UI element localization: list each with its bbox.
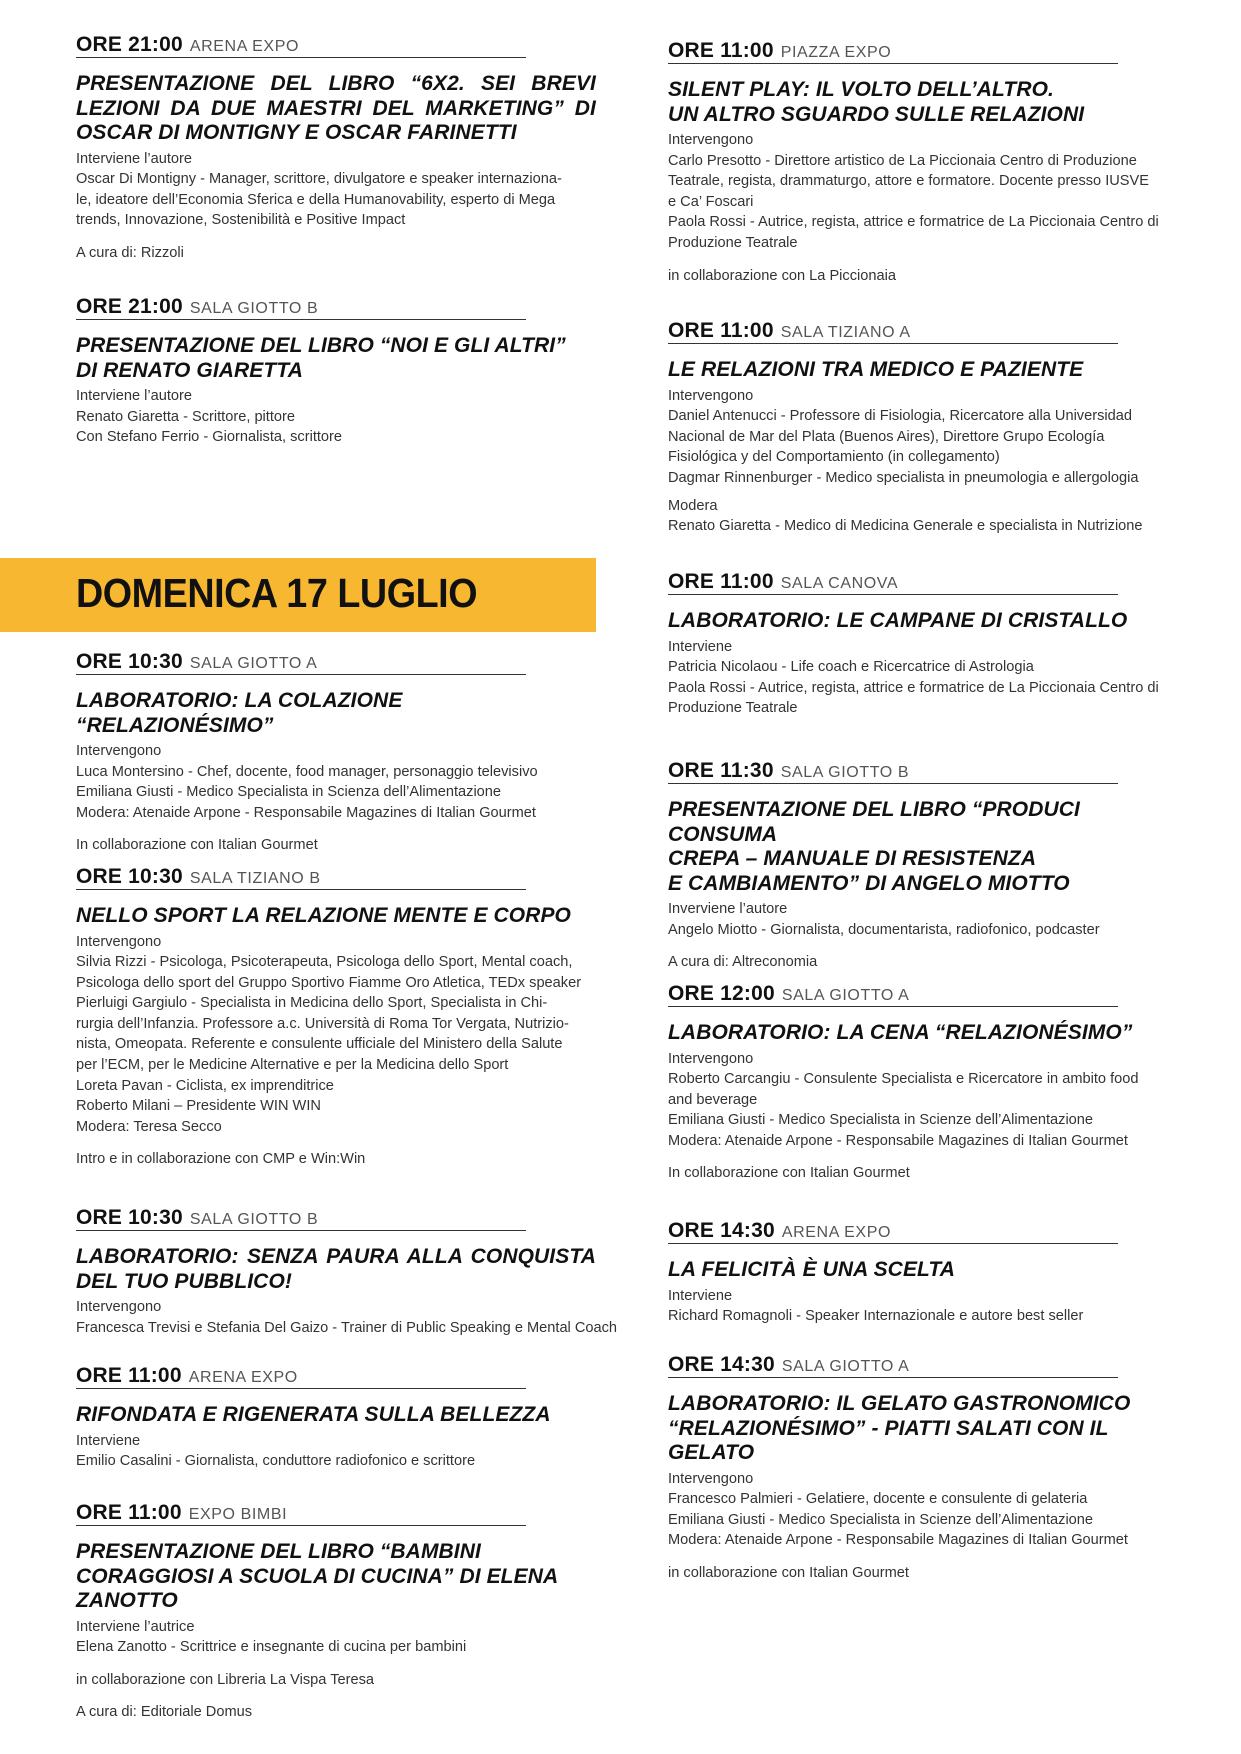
event-detail-line: Modera: Teresa Secco [76, 1118, 222, 1135]
event-detail-line: Emiliana Giusti - Medico Specialista in Scienza dell’Alimentazione [76, 784, 502, 801]
event-item [668, 760, 1193, 972]
event-header [76, 296, 526, 320]
event-detail-line: Intervengono [668, 132, 754, 148]
event-detail-line: Interviene [668, 638, 733, 655]
event-detail-line: Pierluigi Gargiulo - Specialista in Medicina dello Sport, Specialista in Chi- [76, 995, 548, 1012]
event-detail-line: le, ideatore dell’Economia Sferica e della Humanovability, esperto di Mega [76, 191, 556, 208]
event-item [668, 40, 1193, 286]
event-detail-line: Produzione Teatrale [668, 234, 798, 251]
event-time: ORE 10:30 [76, 1206, 183, 1229]
event-note: A cura di: Altreconomia [668, 954, 818, 971]
event-detail-line: Nacional de Mar del Plata (Buenos Aires), Direttore Grupo Ecología [668, 428, 1105, 445]
event-title-line: PRESENTAZIONE DEL LIBRO “NOI E GLI ALTRI” [76, 334, 566, 357]
event-header [668, 40, 1118, 64]
event-venue: SALA TIZIANO A [780, 324, 911, 341]
event-detail-line: Loreta Pavan - Ciclista, ex imprenditrice [76, 1077, 334, 1094]
event-detail-line: Intervengono [76, 743, 162, 759]
event-detail-line: Modera: Atenaide Arpone - Responsabile Magazines di Italian Gourmet [668, 1132, 1128, 1149]
event-title-line: DEL TUO PUBBLICO! [76, 1269, 292, 1293]
event-header [668, 983, 1118, 1007]
event-venue: ARENA EXPO [189, 38, 300, 55]
event-item [76, 1502, 596, 1722]
event-time: ORE 14:30 [668, 1219, 775, 1242]
event-detail-line: Teatrale, regista, drammaturgo, attore e formatore. Docente presso IUSVE [668, 173, 1150, 190]
event-title-line: CORAGGIOSI A SCUOLA DI CUCINA” DI ELENA ZANOTTO [76, 1564, 558, 1612]
event-venue: ARENA EXPO [188, 1369, 298, 1386]
event-title-line: PRESENTAZIONE DEL LIBRO “6X2. SEI BREVI [76, 72, 596, 95]
event-venue: SALA GIOTTO B [189, 1211, 319, 1228]
event-detail-line: Emilio Casalini - Giornalista, conduttore radiofonico e scrittore [76, 1453, 476, 1470]
event-title [668, 78, 1193, 127]
event-title-line: DI RENATO GIARETTA [76, 358, 303, 382]
event-item [668, 1220, 1193, 1327]
event-detail-line: Intervengono [668, 387, 754, 404]
event-detail-line: Interviene l’autore [76, 388, 193, 404]
event-detail-line: Renato Giaretta - Scrittore, pittore [76, 408, 295, 425]
event-title-line: LABORATORIO: LA COLAZIONE “RELAZIONÉSIMO” [76, 689, 403, 737]
event-detail-line: Emiliana Giusti - Medico Specialista in Scienze dell’Alimentazione [668, 1112, 1094, 1129]
event-detail-line: Roberto Milani – Presidente WIN WIN [76, 1098, 321, 1115]
event-detail-line: Intervengono [76, 933, 162, 950]
event-header [76, 866, 526, 890]
event-detail-line: Dagmar Rinnenburger - Medico specialista in pneumologia e allergologia [668, 469, 1139, 486]
event-item [76, 34, 596, 263]
event-header [668, 320, 1118, 344]
event-venue: SALA TIZIANO B [189, 870, 321, 887]
event-title-line: LEZIONI DA DUE MAESTRI DEL MARKETING” DI [76, 96, 596, 120]
event-item [668, 983, 1193, 1183]
event-title-line: LA FELICITÀ È UNA SCELTA [668, 1258, 956, 1281]
event-time: ORE 21:00 [76, 295, 183, 318]
event-detail-line: Carlo Presotto - Direttore artistico de La Piccionaia Centro di Produzione [668, 152, 1137, 169]
event-time: ORE 11:00 [668, 39, 774, 62]
event-note: In collaborazione con Italian Gourmet [76, 837, 318, 854]
event-note: A cura di: Editoriale Domus [76, 1703, 253, 1720]
event-title-line: LABORATORIO: LA CENA “RELAZIONÉSIMO” [668, 1021, 1133, 1044]
event-detail-line: Interviene l’autore [76, 150, 193, 167]
event-note: in collaborazione con Libreria La Vispa Teresa [76, 1671, 375, 1688]
event-note: in collaborazione con La Piccionaia [668, 267, 896, 284]
event-details [668, 1286, 1193, 1327]
event-item [76, 651, 596, 855]
event-details [76, 932, 596, 1138]
event-venue: SALA GIOTTO B [189, 300, 319, 317]
event-title-line: LABORATORIO: LE CAMPANE DI CRISTALLO [668, 609, 1128, 632]
event-title-line: “RELAZIONÉSIMO” - PIATTI SALATI CON IL GELATO [668, 1416, 1109, 1464]
event-detail-line: Psicologa dello sport del Gruppo Sportivo Fiamme Oro Atletica, TEDx speaker [76, 974, 582, 991]
event-header [76, 1207, 526, 1231]
event-title [76, 1403, 596, 1428]
event-detail-line: Modera: Atenaide Arpone - Responsabile Magazines di Italian Gourmet [76, 804, 536, 821]
event-detail-line: Intervengono [76, 1299, 162, 1315]
event-title-line: LE RELAZIONI TRA MEDICO E PAZIENTE [668, 358, 1084, 381]
event-title-line: RIFONDATA E RIGENERATA SULLA BELLEZZA [76, 1403, 551, 1426]
event-title [668, 798, 1193, 896]
event-detail-line: Paola Rossi - Autrice, regista, attrice e formatrice de La Piccionaia Centro di [668, 214, 1159, 231]
event-header [76, 651, 526, 675]
event-detail-line: Modera: Atenaide Arpone - Responsabile Magazines di Italian Gourmet [668, 1532, 1128, 1549]
event-detail-line: Interviene l’autrice [76, 1618, 195, 1635]
event-detail-line: Silvia Rizzi - Psicologa, Psicoterapeuta, Psicologa dello Sport, Mental coach, [76, 954, 573, 971]
event-header [76, 1502, 526, 1526]
event-note: Modera [668, 498, 718, 515]
event-detail-line: Fisiológica y del Comportamiento (in collegamento) [668, 449, 1000, 466]
event-note: in collaborazione con Italian Gourmet [668, 1564, 909, 1581]
event-venue: ARENA EXPO [781, 1224, 892, 1241]
event-title [76, 334, 596, 383]
event-detail-line: Intervengono [668, 1050, 754, 1067]
event-time: ORE 21:00 [76, 33, 183, 56]
event-details [76, 741, 596, 823]
event-header [668, 1220, 1118, 1244]
event-detail-line: Francesca Trevisi e Stefania Del Gaizo - Trainer di Public Speaking e Mental Coach [76, 1319, 618, 1336]
event-time: ORE 10:30 [76, 865, 183, 888]
event-venue: SALA GIOTTO A [781, 1358, 910, 1375]
event-details [76, 149, 596, 231]
event-details [76, 1617, 596, 1658]
event-time: ORE 10:30 [76, 650, 183, 673]
event-title-line: LABORATORIO: IL GELATO GASTRONOMICO [668, 1392, 1131, 1415]
event-item [668, 571, 1193, 719]
event-item [668, 320, 1193, 537]
event-detail-line: Interviene [76, 1432, 141, 1449]
event-detail-line: trends, Innovazione, Sostenibilità e Positive Impact [76, 212, 406, 229]
event-title [668, 1258, 1193, 1283]
event-details [76, 1297, 618, 1338]
event-detail-line: per l’ECM, per le Medicine Alternative e per la Medicina dello Sport [76, 1057, 509, 1074]
event-time: ORE 11:30 [668, 759, 774, 782]
event-details [76, 386, 596, 448]
event-detail-line: Emiliana Giusti - Medico Specialista in Scienze dell’Alimentazione [668, 1511, 1094, 1528]
event-venue: SALA GIOTTO A [189, 655, 318, 672]
event-details [668, 637, 1193, 719]
event-venue: EXPO BIMBI [188, 1506, 288, 1523]
event-item [76, 1206, 618, 1338]
event-details [668, 1469, 1193, 1551]
event-title [668, 1021, 1193, 1046]
event-note: Intro e in collaborazione con CMP e Win:Win [76, 1151, 366, 1168]
event-time: ORE 14:30 [668, 1353, 775, 1376]
event-venue: SALA GIOTTO B [780, 764, 910, 781]
event-header [668, 1354, 1118, 1378]
event-title-line: OSCAR DI MONTIGNY E OSCAR FARINETTI [76, 121, 517, 144]
event-title-line: LABORATORIO: SENZA PAURA ALLA CONQUISTA [76, 1245, 596, 1268]
event-detail-line: nista, Omeopata. Referente e consulente ufficiale del Ministero della Salute [76, 1036, 563, 1053]
event-title [76, 72, 596, 146]
event-detail-line: Roberto Carcangiu - Consulente Specialista e Ricercatore in ambito food [668, 1071, 1139, 1088]
event-detail-line: Produzione Teatrale [668, 700, 798, 717]
event-title-line: PRESENTAZIONE DEL LIBRO “BAMBINI [76, 1540, 481, 1563]
event-time: ORE 12:00 [668, 982, 775, 1005]
event-detail-line: e Ca’ Foscari [668, 193, 754, 210]
event-details [668, 386, 1193, 489]
event-title [76, 904, 596, 929]
event-detail-line: Daniel Antenucci - Professore di Fisiologia, Ricercatore alla Universidad [668, 408, 1132, 425]
event-title [76, 1245, 596, 1294]
event-details [668, 130, 1193, 254]
event-header [76, 1365, 526, 1389]
event-details [668, 899, 1193, 940]
event-detail-line: rurgia dell’Infanzia. Professore a.c. Università di Roma Tor Vergata, Nutrizio- [76, 1015, 569, 1032]
event-details [76, 1431, 596, 1472]
event-title-line: CREPA – MANUALE DI RESISTENZA [668, 847, 1037, 870]
event-detail-line: Interviene [668, 1287, 733, 1304]
event-title-line: SILENT PLAY: IL VOLTO DELL’ALTRO. [668, 78, 1054, 101]
event-detail-line: Inverviene l’autore [668, 901, 788, 917]
event-detail-line: Patricia Nicolaou - Life coach e Ricercatrice di Astrologia [668, 659, 1034, 676]
event-detail-line: Intervengono [668, 1470, 754, 1487]
event-title-line: PRESENTAZIONE DEL LIBRO “PRODUCI CONSUMA [668, 798, 1080, 846]
event-header [668, 760, 1118, 784]
event-detail-line: Richard Romagnoli - Speaker Internazionale e autore best seller [668, 1308, 1084, 1325]
day-banner-title: DOMENICA 17 LUGLIO [76, 570, 478, 616]
event-item [76, 866, 596, 1169]
event-time: ORE 11:00 [668, 319, 774, 342]
event-detail-line: Oscar Di Montigny - Manager, scrittore, divulgatore e speaker internaziona- [76, 171, 562, 188]
event-item [76, 1365, 596, 1472]
event-detail-line: Con Stefano Ferrio - Giornalista, scrittore [76, 429, 343, 446]
event-header [668, 571, 1118, 595]
event-header [76, 34, 526, 58]
event-venue: SALA CANOVA [780, 575, 899, 592]
event-note-line: Renato Giaretta - Medico di Medicina Generale e specialista in Nutrizione [668, 518, 1143, 535]
event-item [668, 1354, 1193, 1583]
event-title-line: NELLO SPORT LA RELAZIONE MENTE E CORPO [76, 904, 571, 927]
event-title-line: E CAMBIAMENTO” DI ANGELO MIOTTO [668, 871, 1070, 895]
event-details [668, 1049, 1193, 1152]
event-detail-line: Luca Montersino - Chef, docente, food manager, personaggio televisivo [76, 763, 538, 780]
event-item [76, 296, 596, 448]
event-venue: PIAZZA EXPO [780, 44, 892, 61]
event-time: ORE 11:00 [76, 1501, 182, 1524]
event-detail-line: Angelo Miotto - Giornalista, documentarista, radiofonico, podcaster [668, 921, 1100, 938]
event-title [76, 1540, 596, 1614]
event-time: ORE 11:00 [668, 570, 774, 593]
event-detail-line: and beverage [668, 1091, 758, 1108]
event-detail-line: Elena Zanotto - Scrittrice e insegnante di cucina per bambini [76, 1639, 467, 1656]
event-title-line: UN ALTRO SGUARDO SULLE RELAZIONI [668, 102, 1085, 126]
event-title [668, 358, 1193, 383]
event-time: ORE 11:00 [76, 1364, 182, 1387]
event-venue: SALA GIOTTO A [781, 987, 910, 1004]
event-title [668, 609, 1193, 634]
event-title [76, 689, 596, 738]
event-note: A cura di: Rizzoli [76, 244, 184, 261]
event-detail-line: Francesco Palmieri - Gelatiere, docente e consulente di gelateria [668, 1491, 1088, 1508]
event-note: In collaborazione con Italian Gourmet [668, 1165, 910, 1182]
event-detail-line: Paola Rossi - Autrice, regista, attrice e formatrice de La Piccionaia Centro di [668, 679, 1159, 696]
event-title [668, 1392, 1193, 1466]
